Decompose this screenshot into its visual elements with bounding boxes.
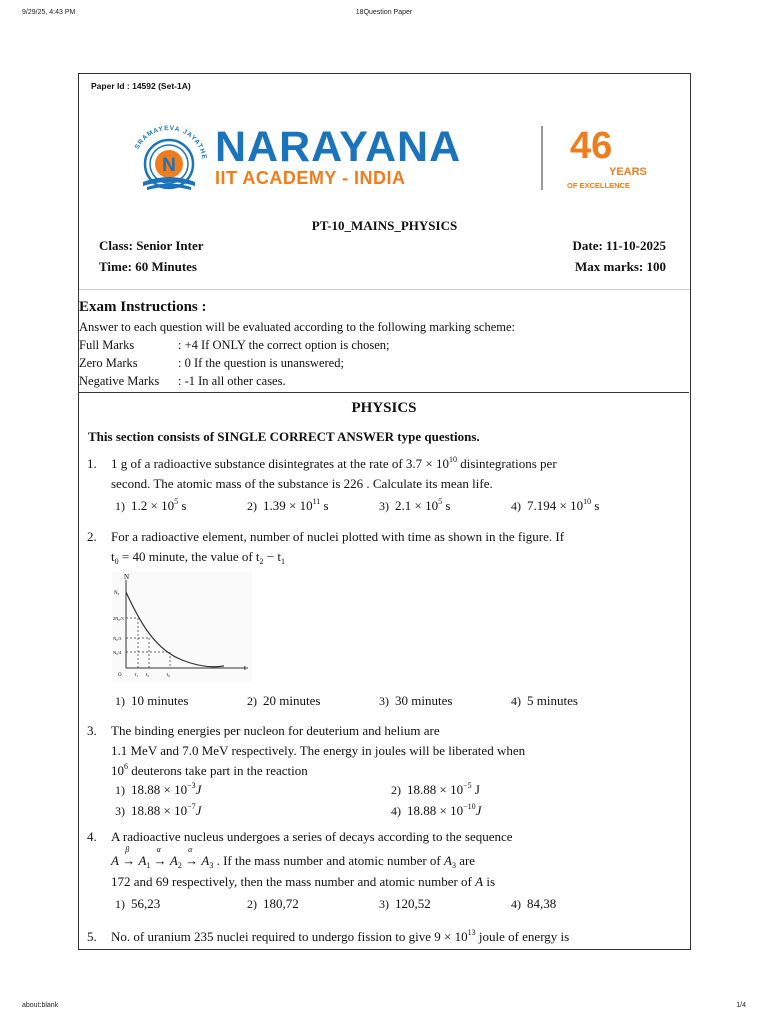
q2-option-2: 2) 20 minutes — [247, 693, 321, 708]
time-label: Time: 60 Minutes — [99, 259, 197, 274]
q1-option-3: 3) $2.1 \times 10^5$ s — [379, 497, 451, 513]
section-title: PHYSICS — [351, 400, 417, 416]
graph-x-tick: O — [118, 673, 122, 678]
years-word: YEARS — [609, 166, 647, 178]
q2-option-3: 3) 30 minutes — [379, 693, 453, 708]
class-label: Class: Senior Inter — [99, 238, 204, 253]
section-note: This section consists of SINGLE CORRECT ANSWER type questions. — [88, 429, 480, 444]
browser-page-title: 18Question Paper — [355, 9, 413, 16]
physics-section: PHYSICS This section consists of SINGLE CORRECT ANSWER type questions. 1. 1 g of a radioactive substance disintegrates at the rate of $3.7 \times 10^{10}$ disintegrations per second. The atomic mass of the substance is 226 . Calculate its mean life. 1) $1.2 \times 10^5$ s 2) $1.39 \times 10^{11}$ s 3) $2.1 \times 10^5$ s 4) $7.194 \times 10^{10}$ s 2. For a radioactive element, number of nuclei plotted with time as shown in the figure. If $t_0 = 40$ minute, the value of $t_2 - t_1$ N t N₀ 2N₀/3 N₀/3 N₀/4 O t₁ t₂ t₀ 1) 10 minutes 2) 20 minutes 3) 30 minutes 4) 5 minutes 3. The binding energies per nucleon for deuterium and helium are 1.1 MeV and 7.0 MeV respectively. The energy in joules will be liberated when $10^6$ deuterons take part in the reaction 1) $18.88 \times 10^{-3}J$ 2) $18.88 \times 10^{-5}$ J 3) $18.88 \times 10^{-7}J$ 4) $18.88 \times 10^{-10}J$ 4. A radioactive nucleus undergoes a series of decays according to the sequence A → β $A_1$ → α $A_2$ → α $A_3$ . If the mass number and atomic number of $A_3$ are 172 and 69 respectively, then the mass number and atomic number of A is 1) 56,23 2) 180,72 3) 120,52 4) 84,38 5. No. of uranium 235 nuclei required to undergo fission to give $9 \times 10^{13}$ joule of energy is — [79, 392, 689, 950]
browser-datetime: 9/29/25, 4:43 PM — [22, 9, 76, 16]
q4-option-3: 3) 120,52 — [379, 896, 431, 911]
graph-y-axis-label: N — [124, 573, 130, 581]
brand-subtitle: IIT ACADEMY - INDIA — [215, 168, 406, 188]
years-badge — [567, 126, 647, 196]
q4-option-1: 1) 56,23 — [115, 896, 161, 911]
q3-option-2: 2) $18.88 \times 10^{-5}$ J — [391, 781, 480, 797]
q1-option-2: 2) $1.39 \times 10^{11}$ s — [247, 497, 329, 513]
graph-x-axis-label: t — [244, 664, 246, 672]
header-divider — [79, 289, 690, 290]
q4-option-4: 4) 84,38 — [511, 896, 557, 911]
q2-option-1: 1) 10 minutes — [115, 693, 189, 708]
brand-name: NARAYANA — [215, 123, 462, 171]
graph-y-tick: N₀/4 — [113, 650, 122, 655]
graph-x-tick: t₂ — [146, 673, 150, 678]
years-number: 46 — [570, 125, 613, 167]
q2-option-4: 4) 5 minutes — [511, 693, 578, 708]
decay-graph — [112, 572, 252, 682]
narayana-emblem-icon — [125, 120, 213, 198]
years-excellence: OF EXCELLENCE — [567, 181, 630, 190]
browser-url: about:blank — [22, 1002, 59, 1009]
max-marks-label: Max marks: 100 — [575, 259, 666, 274]
instruction-row: Negative Marks : -1 In all other cases. — [79, 374, 286, 388]
question-paper — [78, 73, 691, 950]
q1-option-4: 4) $7.194 \times 10^{10}$ s — [511, 497, 600, 513]
q3-option-1: 1) $18.88 \times 10^{-3}J$ — [115, 781, 202, 797]
graph-y-tick: N₀/3 — [113, 636, 122, 641]
paper-id: Paper Id : 14592 (Set-1A) — [91, 81, 191, 91]
q3-option-4: 4) $18.88 \times 10^{-10}J$ — [391, 802, 482, 818]
svg-text:N: N — [162, 155, 176, 176]
emblem-arc-text: SRAMAYEVA JAYATHE — [133, 124, 208, 161]
instructions-intro: Answer to each question will be evaluated according to the following marking scheme: — [79, 320, 515, 334]
browser-page-count: 1/4 — [736, 1002, 746, 1009]
q4-option-2: 2) 180,72 — [247, 896, 299, 911]
instruction-row: Zero Marks : 0 If the question is unanswered; — [79, 356, 344, 370]
instructions-heading: Exam Instructions : — [79, 299, 207, 315]
instruction-row: Full Marks : +4 If ONLY the correct option is chosen; — [79, 338, 390, 352]
q1-option-1: 1) $1.2 \times 10^5$ s — [115, 497, 187, 513]
graph-x-tick: t₀ — [167, 673, 171, 678]
graph-x-tick: t₁ — [135, 673, 139, 678]
graph-y-tick: N₀ — [114, 591, 120, 596]
date-label: Date: 11-10-2025 — [572, 238, 666, 253]
q3-option-3: 3) $18.88 \times 10^{-7}J$ — [115, 802, 202, 818]
paper-title: PT-10_MAINS_PHYSICS — [311, 218, 458, 233]
graph-y-tick: 2N₀/3 — [113, 616, 124, 621]
logo-divider — [541, 126, 543, 190]
